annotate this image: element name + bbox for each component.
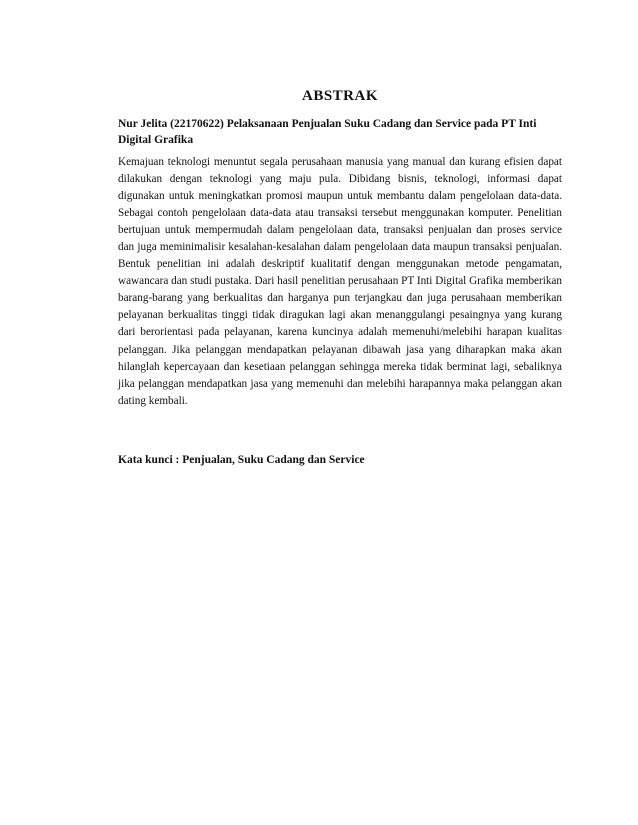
abstract-body: Kemajuan teknologi menuntut segala perusahaan manusia yang manual dan kurang efisien dapat dilakukan dengan teknologi yang maju pula. Dibidang bisnis, teknologi, informasi dapat digunakan untuk meningkatkan promosi maupun untuk membantu dalam pengelolaan data-data. Sebagai contoh pengelolaan data-data atau transaksi tersebut menggunakan komputer. Penelitian bertujuan untuk mempermudah dalam pengelolaan data, transaksi penjualan dan proses service dan juga meminimalisir kesalahan-kesalahan dalam pengelolaan data maupun transaksi penjualan. Bentuk penelitian ini adalah deskriptif kualitatif dengan menggunakan metode pengamatan, wawancara dan studi pustaka. Dari hasil penelitian perusahaan PT Inti Digital Grafika memberikan barang-barang yang berkualitas dan harganya pun terjangkau dan juga perusahaan memberikan pelayanan berkualitas tinggi tidak diragukan lagi akan menanggulangi pesaingnya yang kurang dari berorientasi pada pelayanan, karena kuncinya adalah memenuhi/melebihi harapan kualitas pelanggan. Jika pelanggan mendapatkan pelayanan dibawah jasa yang diharapkan maka akan hilanglah kepercayaan dan kesetiaan pelanggan sehingga mereka tidak berminat lagi, sebaliknya jika pelanggan mendapatkan jasa yang memenuhi dan melebihi harapannya maka pelanggan akan dating kembali.	[118, 156, 562, 407]
page-title: ABSTRAK	[301, 88, 379, 104]
author-heading: Nur Jelita (22170622) Pelaksanaan Penjualan Suku Cadang dan Service pada PT Inti Digital Grafika	[118, 118, 537, 146]
keywords-line: Kata kunci : Penjualan, Suku Cadang dan Service	[118, 454, 365, 466]
